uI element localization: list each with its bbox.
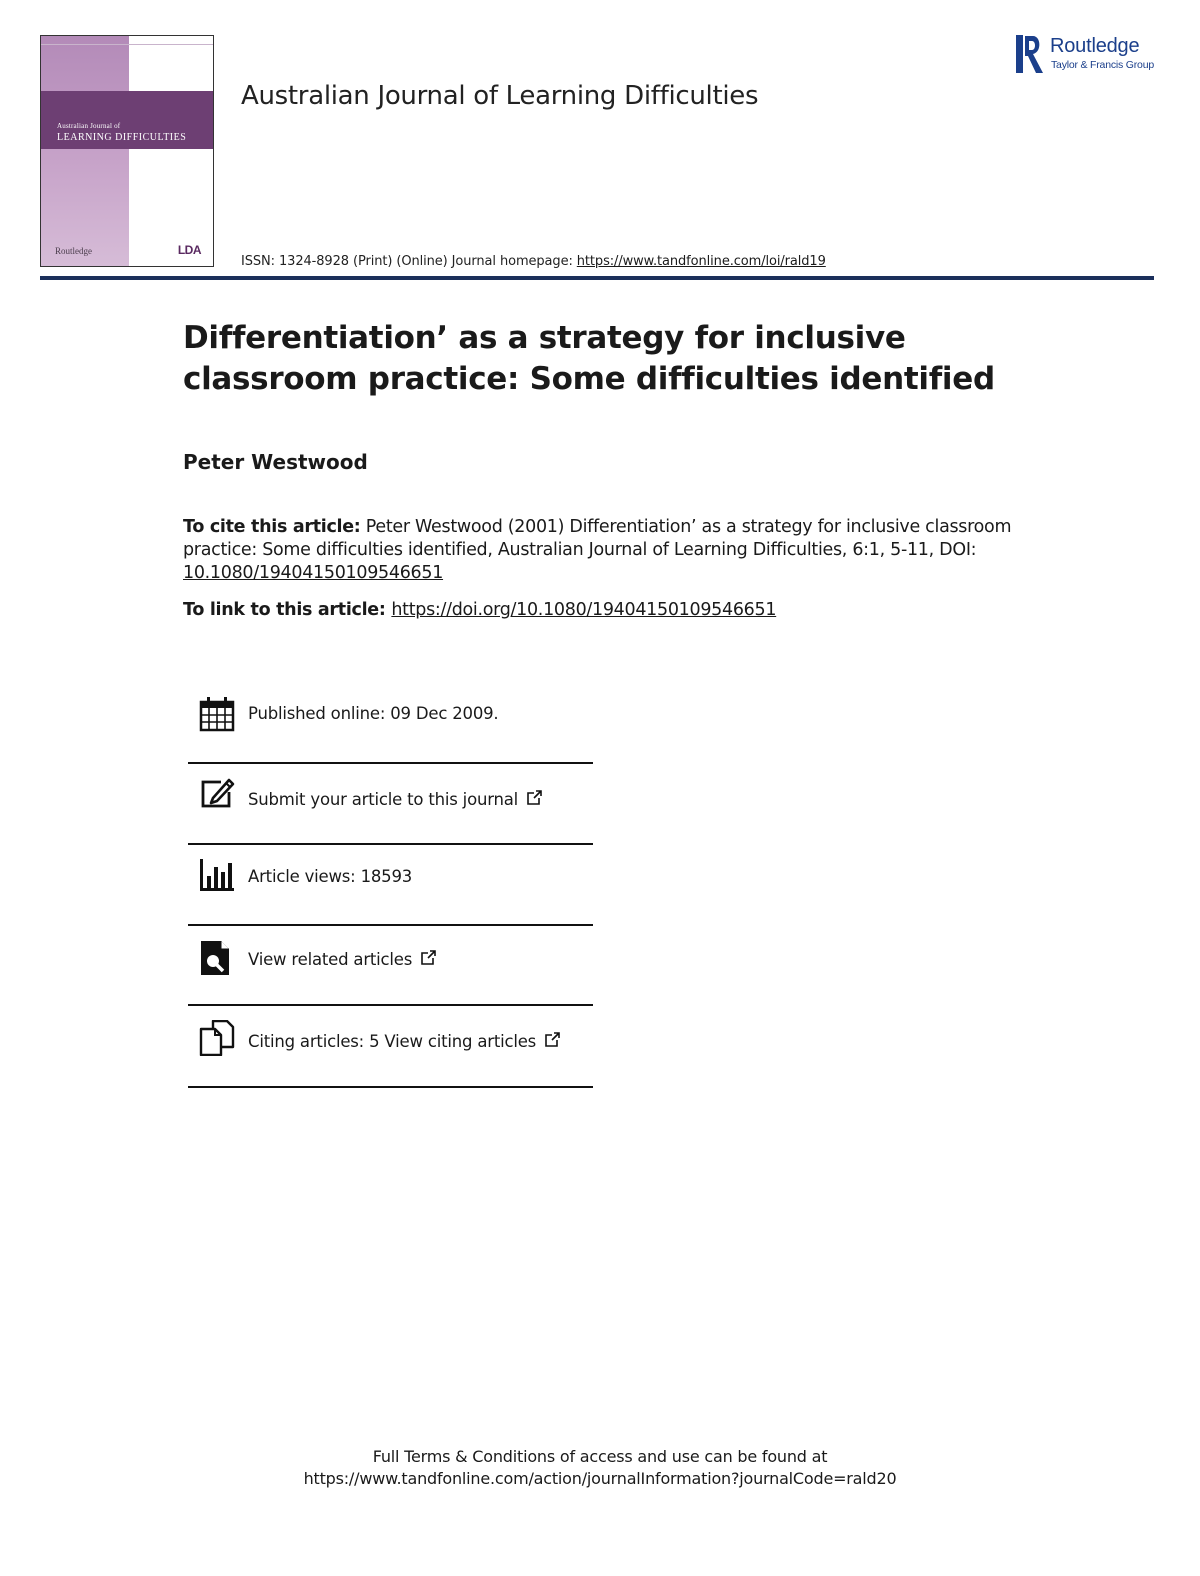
journal-cover-image	[40, 35, 214, 267]
cover-title-big: LEARNING DIFFICULTIES	[57, 132, 187, 143]
view-related-link[interactable]	[248, 950, 436, 969]
submit-label: Submit your article to this journal	[248, 790, 519, 809]
article-author: Peter Westwood	[183, 450, 368, 474]
article-title: Differentiation’ as a strategy for inclusive classroom practice: Some difficulties identified	[183, 320, 995, 397]
cite-text: Peter Westwood (2001) Differentiation’ as a strategy for inclusive classroom practice: Some difficulties identified, Australian Journal of Learning Difficulties, 6:1, 5-11, DOI:	[183, 517, 1012, 560]
edit-icon	[199, 776, 235, 812]
terms-line: Full Terms & Conditions of access and use can be found at	[372, 1447, 828, 1466]
doi-link[interactable]: 10.1080/19404150109546651	[183, 563, 444, 583]
header-divider	[40, 276, 1154, 280]
external-link-icon	[544, 1032, 560, 1048]
published-date: Published online: 09 Dec 2009.	[248, 704, 499, 723]
related-item[interactable]	[188, 926, 593, 1006]
link-label: To link to this article:	[183, 600, 392, 620]
issn-text: ISSN: 1324-8928 (Print) (Online) Journal homepage:	[241, 254, 577, 269]
cover-publisher: Routledge	[55, 246, 92, 256]
citing-articles-link[interactable]	[248, 1032, 560, 1051]
article-info-list	[188, 680, 593, 1088]
journal-title: Australian Journal of Learning Difficulties	[241, 81, 759, 111]
copy-documents-icon	[199, 1020, 235, 1056]
terms-footer	[0, 1446, 1200, 1490]
article-views: Article views: 18593	[248, 867, 413, 886]
cover-rule	[41, 44, 213, 45]
cover-lda-logo: LDA	[177, 243, 201, 257]
routledge-name: Routledge	[1050, 35, 1140, 57]
routledge-logo	[1016, 33, 1156, 75]
document-search-icon	[199, 940, 235, 976]
issn-line	[241, 254, 826, 269]
citation-block	[183, 516, 1063, 585]
submit-item[interactable]	[188, 764, 593, 845]
citing-label: Citing articles: 5 View citing articles	[248, 1032, 537, 1051]
routledge-subtitle: Taylor & Francis Group	[1051, 59, 1154, 71]
related-label: View related articles	[248, 950, 413, 969]
cite-label: To cite this article:	[183, 517, 361, 537]
article-link-line	[183, 600, 776, 620]
views-item	[188, 845, 593, 926]
calendar-icon	[199, 696, 235, 732]
journal-homepage-link[interactable]: https://www.tandfonline.com/loi/rald19	[576, 254, 826, 269]
cover-title-small: Australian Journal of	[57, 122, 121, 130]
external-link-icon	[420, 950, 436, 966]
citing-item[interactable]	[188, 1006, 593, 1088]
article-url-link[interactable]: https://doi.org/10.1080/19404150109546651	[391, 600, 777, 620]
bar-chart-icon	[199, 857, 235, 893]
external-link-icon	[526, 790, 542, 806]
published-item	[188, 680, 593, 764]
terms-url[interactable]: https://www.tandfonline.com/action/journalInformation?journalCode=rald20	[303, 1469, 897, 1488]
cover-band	[41, 36, 129, 266]
submit-article-link[interactable]	[248, 790, 542, 809]
routledge-r-icon	[1016, 33, 1044, 75]
